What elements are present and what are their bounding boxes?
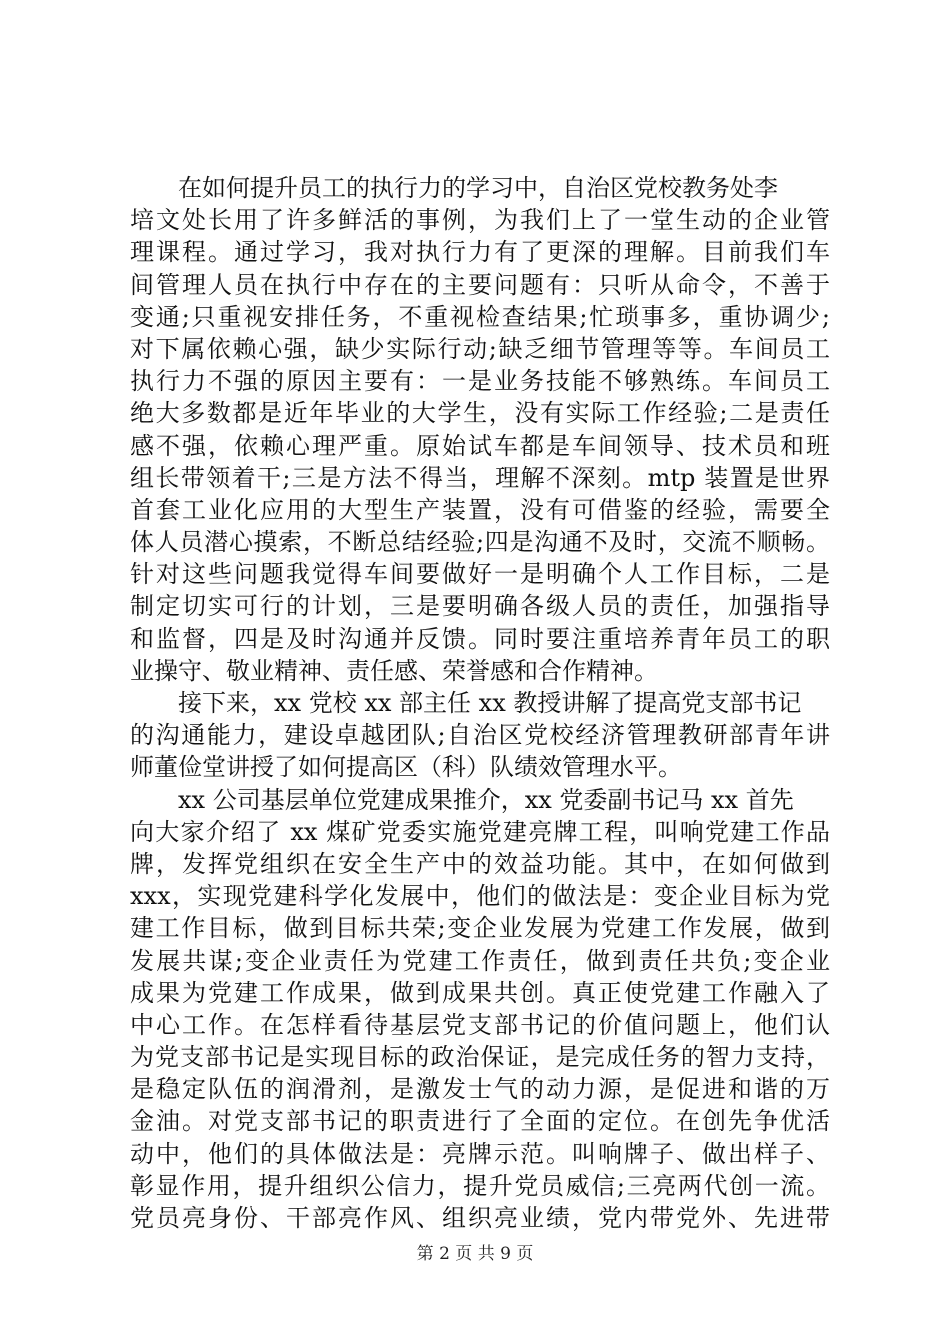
text-line: 动中，他们的具体做法是：亮牌示范。叫响牌子、做出样子、 — [130, 1139, 830, 1168]
text-line: 中心工作。在怎样看待基层党支部书记的价值问题上，他们认 — [130, 1010, 830, 1039]
text-line: 变通;只重视安排任务，不重视检查结果;忙琐事多，重协调少; — [130, 302, 830, 331]
text-line: 首套工业化应用的大型生产装置，没有可借鉴的经验，需要全 — [130, 495, 830, 524]
text-line: 向大家介绍了 xx 煤矿党委实施党建亮牌工程，叫响党建工作品 — [130, 817, 830, 846]
text-line: 牌，发挥党组织在安全生产中的效益功能。其中，在如何做到 — [130, 849, 830, 878]
text-line: 发展共谋;变企业责任为党建工作责任，做到责任共负;变企业 — [130, 946, 830, 975]
text-line: xx 公司基层单位党建成果推介，xx 党委副书记马 xx 首先 — [178, 785, 794, 814]
text-line: 和监督，四是及时沟通并反馈。同时要注重培养青年员工的职 — [130, 624, 830, 653]
text-line: xxx，实现党建科学化发展中，他们的做法是：变企业目标为党 — [130, 882, 830, 911]
text-line: 执行力不强的原因主要有：一是业务技能不够熟练。车间员工 — [130, 367, 830, 396]
text-line: 感不强，依赖心理严重。原始试车都是车间领导、技术员和班 — [130, 431, 830, 460]
text-line: 党员亮身份、干部亮作风、组织亮业绩，党内带党外、先进带 — [130, 1204, 830, 1232]
text-line: 体人员潜心摸索，不断总结经验;四是沟通不及时，交流不顺畅。 — [130, 528, 830, 557]
text-line: 建工作目标，做到目标共荣;变企业发展为党建工作发展，做到 — [130, 914, 830, 943]
text-line: 是稳定队伍的润滑剂，是激发士气的动力源，是促进和谐的万 — [130, 1075, 830, 1104]
page-number-footer: 第 2 页 共 9 页 — [416, 1244, 534, 1264]
text-line: 彰显作用，提升组织公信力，提升党员威信;三亮两代创一流。 — [130, 1171, 830, 1200]
body-text — [130, 172, 830, 1234]
text-line: 制定切实可行的计划，三是要明确各级人员的责任，加强指导 — [130, 592, 830, 621]
text-line: 在如何提升员工的执行力的学习中，自治区党校教务处李 — [178, 174, 778, 202]
text-line: 绝大多数都是近年毕业的大学生，没有实际工作经验;二是责任 — [130, 399, 830, 428]
text-line: 为党支部书记是实现目标的政治保证，是完成任务的智力支持， — [130, 1043, 830, 1072]
text-line: 组长带领着干;三是方法不得当，理解不深刻。mtp 装置是世界 — [130, 463, 830, 492]
text-line: 的沟通能力，建设卓越团队;自治区党校经济管理教研部青年讲 — [130, 721, 830, 750]
text-line: 培文处长用了许多鲜活的事例，为我们上了一堂生动的企业管 — [130, 206, 830, 235]
text-line: 对下属依赖心强，缺少实际行动;缺乏细节管理等等。车间员工 — [130, 334, 830, 363]
text-line: 理课程。通过学习，我对执行力有了更深的理解。目前我们车 — [130, 238, 830, 267]
text-line: 师董俭堂讲授了如何提高区（科）队绩效管理水平。 — [130, 753, 682, 782]
text-line: 成果为党建工作成果，做到成果共创。真正使党建工作融入了 — [130, 978, 830, 1007]
text-line: 业操守、敬业精神、责任感、荣誉感和合作精神。 — [130, 656, 658, 685]
text-line: 接下来，xx 党校 xx 部主任 xx 教授讲解了提高党支部书记 — [178, 689, 802, 717]
text-line: 金油。对党支部书记的职责进行了全面的定位。在创先争优活 — [130, 1107, 830, 1136]
text-line: 间管理人员在执行中存在的主要问题有：只听从命令，不善于 — [130, 270, 830, 299]
text-line: 针对这些问题我觉得车间要做好一是明确个人工作目标，二是 — [130, 560, 830, 589]
